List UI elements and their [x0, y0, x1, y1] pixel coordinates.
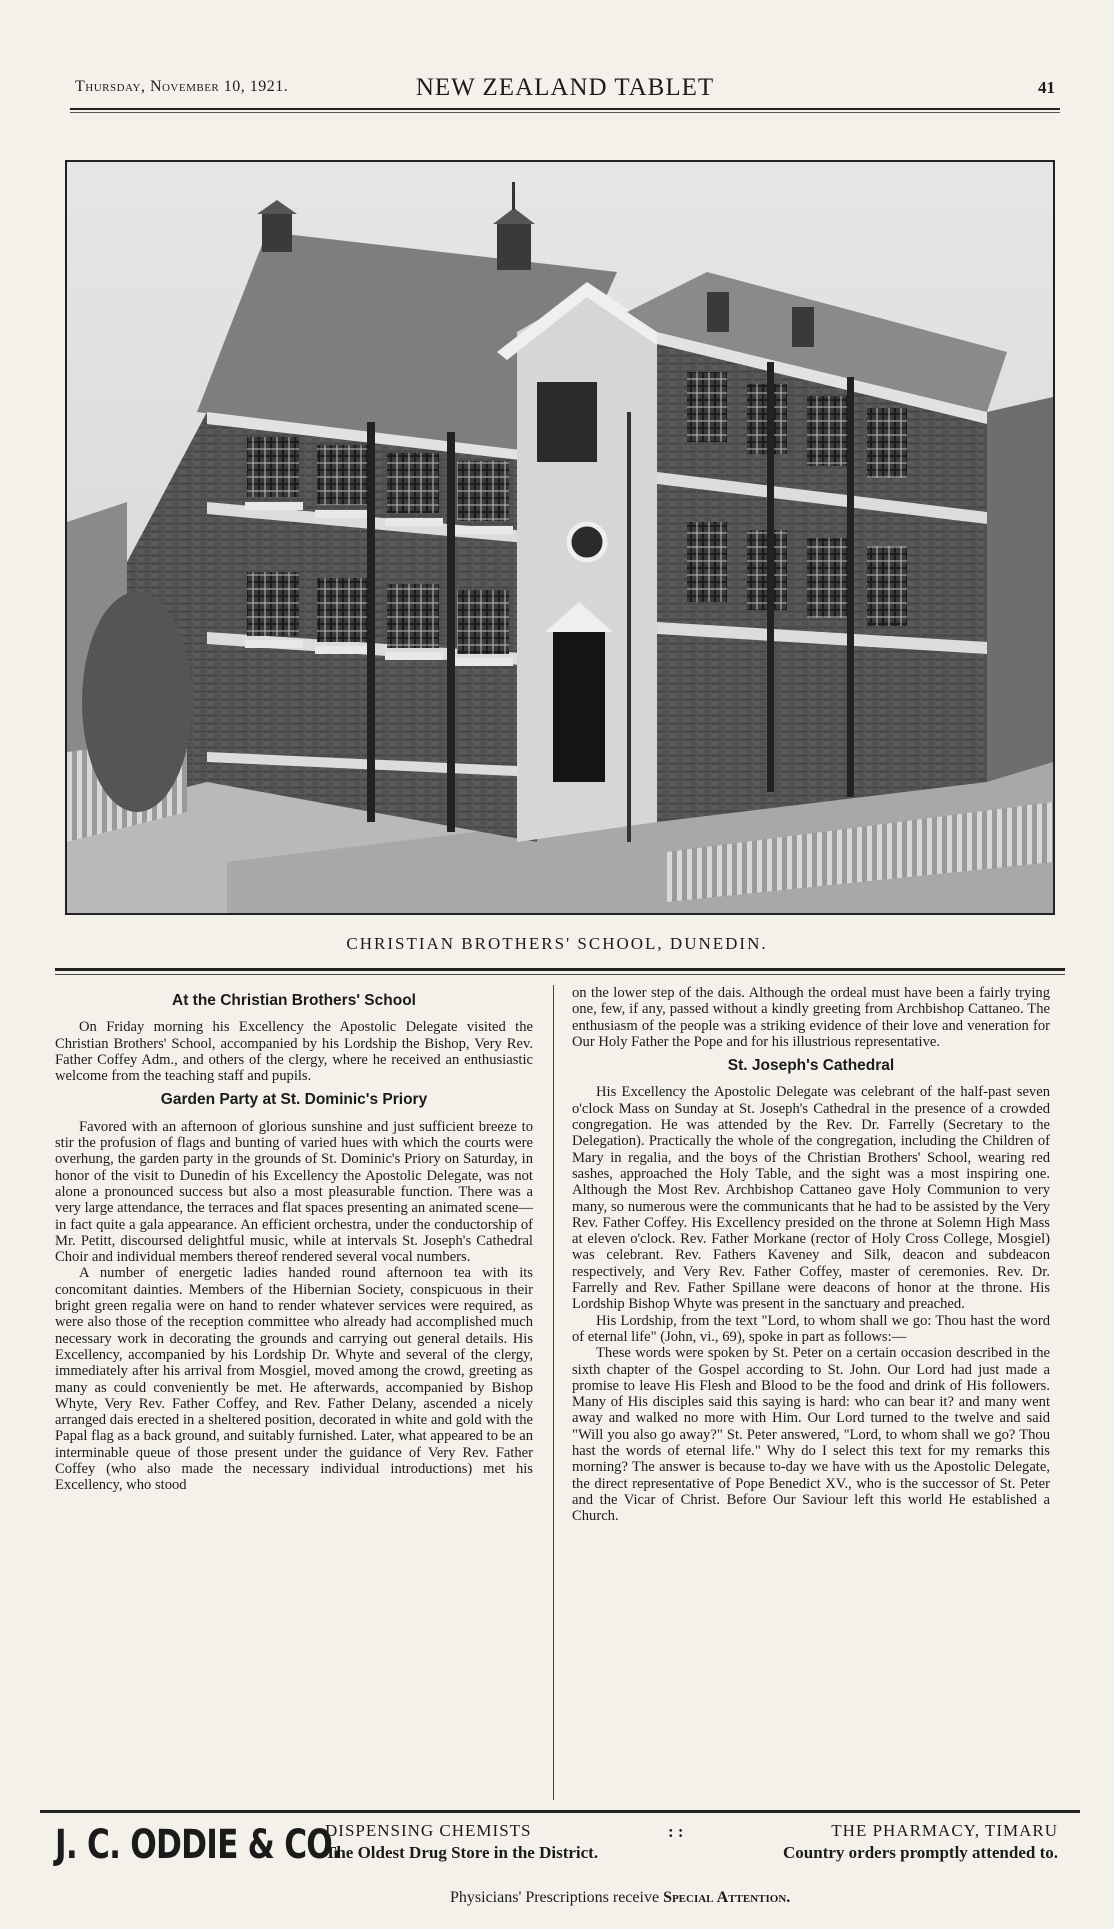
article-paragraph: His Excellency the Apostolic Delegate was celebrant of the half-past seven o'clock Mass on Sunday at St. Joseph's Cathedral in the presence of a crowded congregation. He was attended by the Rev. Dr. Farrelly (Secretary to the Delegation). Practically the whole of the congregation, including the Children of Mary in regalia, and the boys of the Christian Brothers' School, wearing red sashes, approached the Holy Table, and the sight was a most inspiring one. Although the Most Rev. Archbishop Cattaneo gave Holy Communion to very many, so numerous were the communicants that he had to be assisted by the Very Rev. Father Coffey. His Excellency presided on the throne at Solemn High Mass at eleven o'clock. Rev. Father Morkane (rector of Holy Cross College, Mosgiel) was celebrant. Rev. Fathers Kaveney and Silk, deacon and subdeacon respectively, and Very Rev. Father Coffey, master of ceremonies. Rev. Dr. Farrelly and Rev. Father Spillane were deacons of honor at the throne. His Lordship Bishop Whyte was present in the sanctuary and preached.	[572, 1084, 1050, 1313]
left-column	[55, 985, 533, 1494]
article-paragraph: These words were spoken by St. Peter on a certain occasion described in the sixth chapter of the Gospel according to St. John. Our Lord had just made a promise to leave His Flesh and Blood to be the food and drink of His followers. Many of His disciples said this saying is hard: who can bear it? and many went away and walked no more with Him. Our Lord turned to the twelve and said "Will you also go away?" St. Peter answered, "Lord, to whom shall we go? Thou hast the words of eternal life." Why do I select this text for my remarks this morning? The answer is because to-day we have with us the Apostolic Delegate, the direct representative of Pope Benedict XV., who is the successor of St. Peter and the Vicar of Christ. Before Our Saviour left this world He established a Church.	[572, 1345, 1050, 1525]
page-number: 41	[1038, 78, 1055, 97]
advert-separator: : :	[668, 1822, 684, 1841]
article-paragraph: Favored with an afternoon of glorious sunshine and just sufficient breeze to stir the profusion of flags and bunting of varied hues with which the courts were overhung, the garden party in the grounds of St. Dominic's Priory on Saturday, in honor of the visit to Dunedin of his Excellency the Apostolic Delegate, was not alone a pronounced success but also a most pleasurable function. There was a very large attendance, the terraces and flat spaces presenting an animated scene—in fact quite a gala appearance. An efficient orchestra, under the conductorship of Mr. Petitt, discoursed delightful music, while at intervals St. Joseph's Cathedral Choir and individual members thereof rendered several vocal numbers.	[55, 1118, 533, 1266]
article-paragraph: His Lordship, from the text "Lord, to whom shall we go: Thou hast the word of eternal life" (John, vi., 69), spoke in part as follows:—	[572, 1312, 1050, 1345]
advert-line: Special Attention.	[663, 1889, 791, 1906]
advert-line: THE PHARMACY, TIMARU	[831, 1821, 1058, 1840]
advert-line: Country orders promptly attended to.	[783, 1843, 1058, 1862]
advert-bottom-line	[450, 1889, 790, 1907]
right-column	[572, 985, 1050, 1525]
issue-date: Thursday, November 10, 1921.	[75, 78, 289, 95]
article-paragraph: on the lower step of the dais. Although the ordeal must have been a fairly trying one, few, if any, passed without a kindly greeting from Archbishop Cattaneo. The enthusiasm of the people was a striking evidence of their love and veneration for Our Holy Father the Pope and for his illustrious representative.	[572, 985, 1050, 1050]
advert-line: DISPENSING CHEMISTS	[325, 1821, 532, 1840]
school-photograph	[65, 160, 1055, 915]
section-rule-thin	[55, 974, 1065, 975]
advert-line: Physicians' Prescriptions receive	[450, 1889, 660, 1906]
article-paragraph: On Friday morning his Excellency the Apostolic Delegate visited the Christian Brothers' School, accompanied by his Lordship the Bishop, Very Rev. Father Coffey Adm., and others of the clergy, where he received an enthusiastic welcome from the teaching staff and pupils.	[55, 1019, 533, 1085]
building-photo-icon	[67, 162, 1053, 913]
photo-caption: CHRISTIAN BROTHERS' SCHOOL, DUNEDIN.	[346, 934, 768, 953]
advert-right	[728, 1820, 1058, 1864]
masthead-rule	[70, 108, 1060, 110]
advert-line: The Oldest Drug Store in the District.	[325, 1843, 599, 1862]
article-paragraph: A number of energetic ladies handed round afternoon tea with its concomitant dainties. Members of the Hibernian Society, conspicuous in their bright green regalia were on hand to render whatever services were required, as were also those of the reception committee who already had accomplished much necessary work in decorating the grounds and carrying out general details. His Excellency, accompanied by his Lordship Dr. Whyte and several of the clergy, immediately after his arrival from Mosgiel, moved among the crowd, greeting as many as could conveniently be met. He afterwards, accompanied by Bishop Whyte, Very Rev. Father Coffey, and Rev. Father Delany, ascended a nicely arranged dais erected in a sheltered position, decorated in white and gold with the Papal flag as a back ground, and suitably furnished. Later, what appeared to be an interminable queue of those present under the guidance of Very Rev. Father Coffey (who also made the necessary individual introductions) met his Excellency, who stood	[55, 1265, 533, 1494]
article-heading: At the Christian Brothers' School	[172, 992, 416, 1009]
column-divider	[553, 985, 554, 1800]
masthead-rule-thin	[70, 112, 1060, 113]
newspaper-title: NEW ZEALAND TABLET	[415, 74, 715, 101]
article-heading: St. Joseph's Cathedral	[727, 1057, 895, 1075]
masthead	[75, 74, 1055, 104]
advertiser-name: J. C. ODDIE & CO.	[55, 1822, 343, 1868]
advert-rule	[40, 1810, 1080, 1813]
section-rule	[55, 968, 1065, 971]
article-heading: Garden Party at St. Dominic's Priory	[160, 1091, 428, 1109]
